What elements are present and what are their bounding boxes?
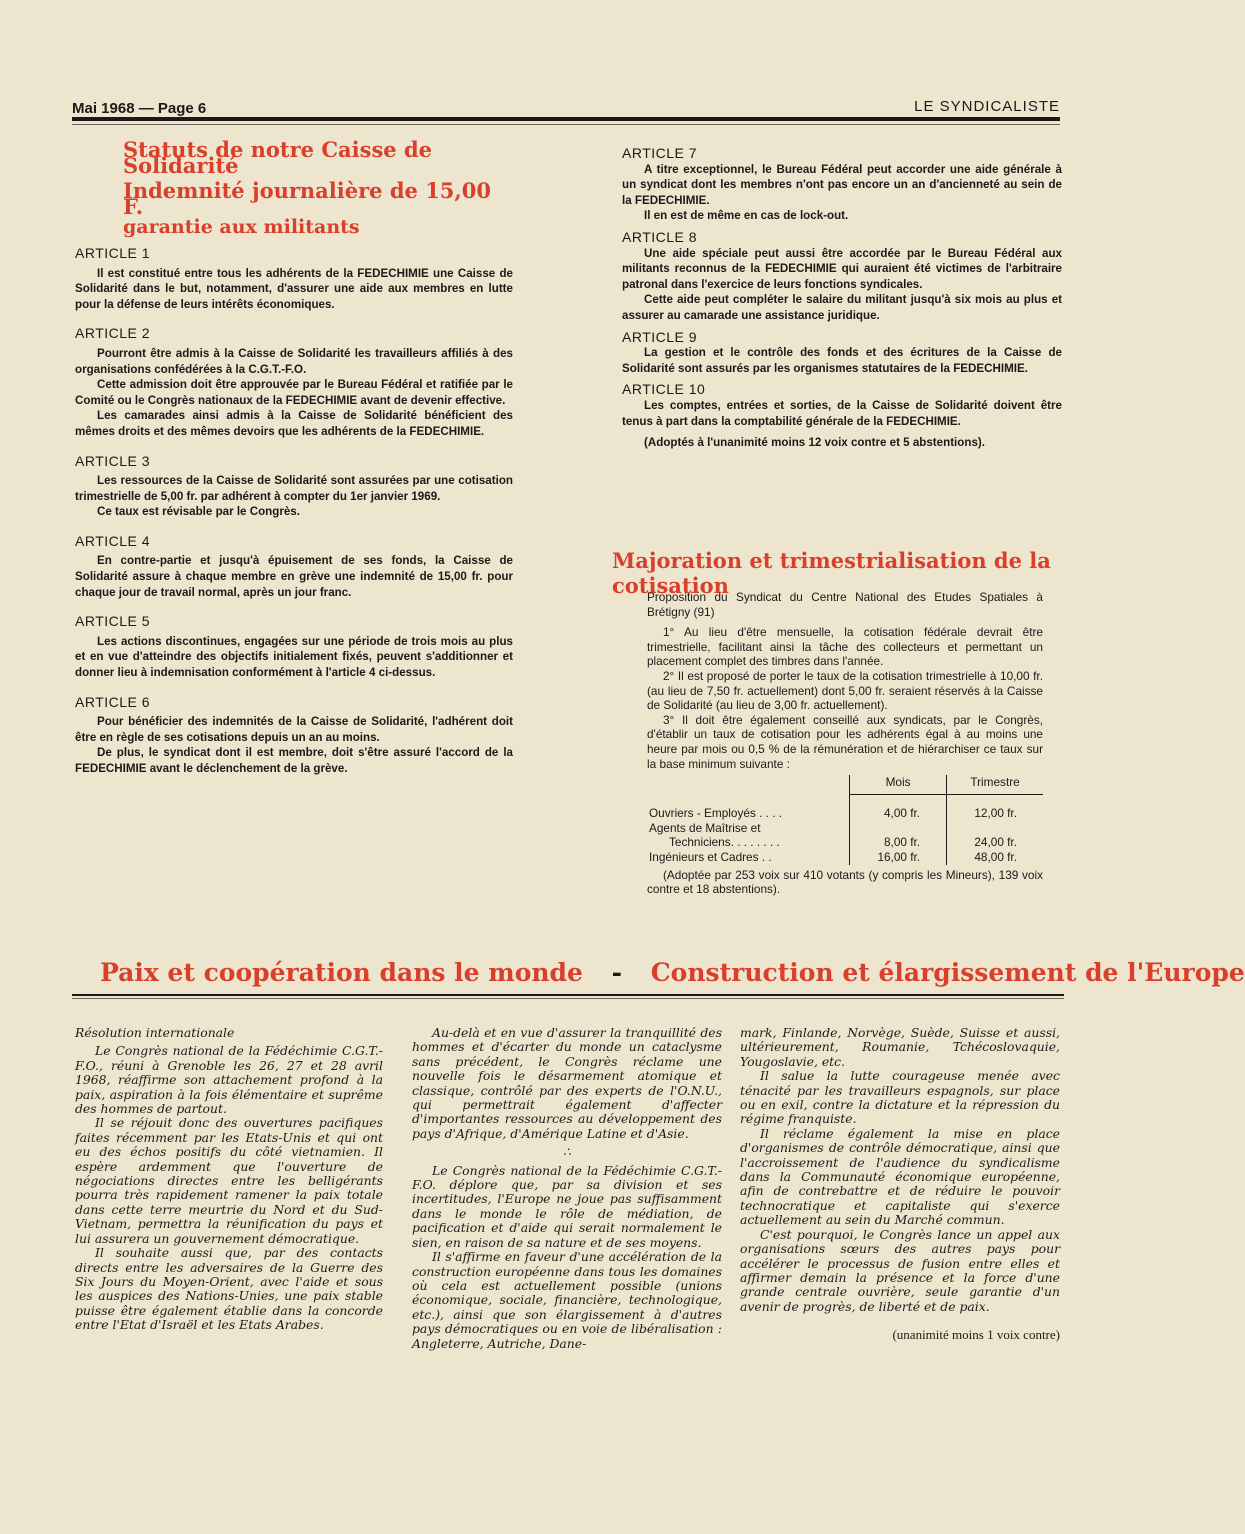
table-header-trimestre: Trimestre	[947, 775, 1043, 794]
article-paragraph: La gestion et le contrôle des fonds et des écritures de la Caisse de Solidarité sont assurés par les organismes statutaires de la FEDECHIMIE.	[622, 346, 1062, 375]
resolution-paragraph: C'est pourquoi, le Congrès lance un appel aux organisations sœurs des autres pays pour accélérer le processus de fusion entre elles et affirmer demain la présence et la force d'une grande centrale ouvrière, seule garantie d'un avenir de progrès, de liberté et de paix.	[740, 1226, 1060, 1314]
row-mois	[850, 821, 947, 836]
row-mois: 16,00 fr.	[850, 850, 947, 865]
article-paragraph: Il en est de même en cas de lock-out.	[644, 209, 849, 223]
article-paragraph: Cette aide peut compléter le salaire du militant jusqu'à six mois au plus et assurer au camarade une assistance juridique.	[622, 293, 1062, 322]
table-row	[647, 835, 1043, 850]
row-trimestre: 12,00 fr.	[947, 806, 1043, 821]
table-spacer	[647, 794, 1043, 806]
resolution-paragraph: Il s'affirme en faveur d'une accélération de la construction européenne dans tous les domaines où cela est actuellement possible (unions économique, sociale, financière, technologique, etc.), ainsi que son élargissement à d'autres pays démocratiques ou en voie de libéralisation : Angleterre, Autriche, Dane-	[412, 1249, 722, 1351]
paix-title	[100, 958, 1245, 987]
proposal-point: 1° Au lieu d'être mensuelle, la cotisation fédérale devrait être trimestrielle, facilitant ainsi la tâche des collecteurs et permettant un placement complet des timbres dans l'année.	[647, 625, 1043, 669]
proposal-intro: Proposition du Syndicat du Centre National des Etudes Spatiales à Brétigny (91)	[647, 590, 1043, 619]
article	[622, 382, 1062, 450]
page-date-header: Mai 1968 — Page 6	[72, 100, 207, 117]
resolution-paragraph: Au-delà et en vue d'assurer la tranquillité des hommes et d'écarter du monde un cataclysme sans précédent, le Congrès réclame une nouvelle fois le désarmement atomique et classique, contrôlé par des experts de l'O.N.U., qui permettrait également d'affecter d'importantes ressources au développement des pays d'Afrique, d'Amérique Latine et d'Asie.	[412, 1025, 722, 1141]
article	[75, 326, 513, 439]
article	[75, 454, 513, 520]
article-heading: ARTICLE 5	[75, 613, 151, 630]
section-rule-thin	[72, 998, 1064, 999]
proposal-point: 2° Il est proposé de porter le taux de la cotisation trimestrielle à 10,00 fr. (au lieu de 7,50 fr. actuellement) dont 5,00 fr. seraient réservés à la Caisse de Solidarité (au lieu de 3,00 fr. actuellement).	[647, 668, 1043, 713]
resolution-paragraph: Il se réjouit donc des ouvertures pacifiques faites récemment par les Etats-Unis et qui ont eu des échos positifs du côté vietnamien. Il espère ardemment que l'ouverture de négociations directes entre les belligérants pourra très rapidement ramener la paix totale dans cette terre meurtrie du Nord et du Sud-Vietnam, permettra la réunification du pays et lui assurera un gouvernement démocratique.	[75, 1115, 383, 1246]
resolution-paragraph: mark, Finlande, Norvège, Suède, Suisse et aussi, ultérieurement, Roumanie, Tchécoslovaquie, Yougoslavie, etc.	[740, 1025, 1060, 1069]
row-trimestre: 24,00 fr.	[947, 835, 1043, 850]
article	[75, 534, 513, 600]
statuts-column	[75, 137, 513, 777]
article-heading: ARTICLE 1	[75, 244, 151, 261]
article-heading: ARTICLE 7	[622, 145, 698, 161]
article-heading: ARTICLE 2	[75, 325, 151, 342]
resolution-paragraph: Il réclame également la mise en place d'organismes de contrôle démocratique, ainsi que l'accroissement de l'audience du syndicalisme dans la Communauté économique européenne, afin de contrebattre et de réduire le pouvoir technocratique et capitaliste qui s'exerce actuellement au sein du Marché commun.	[740, 1125, 1060, 1228]
row-trimestre	[947, 821, 1043, 836]
resolution-column-3	[740, 1026, 1060, 1343]
article-paragraph: Il est constitué entre tous les adhérents de la FEDECHIMIE une Caisse de Solidarité dans le but, notamment, d'assurer une aide aux membres en lutte pour la défense de leurs intérêts économiques.	[75, 266, 513, 311]
header-rule	[72, 117, 1060, 121]
table-header-blank	[647, 775, 850, 794]
resolution-paragraph: Il salue la lutte courageuse menée avec ténacité par les travailleurs espagnols, sur place ou en exil, contre la dictature et la répression du régime franquiste.	[740, 1068, 1060, 1127]
table-header-mois: Mois	[850, 775, 947, 794]
title-dash: -	[611, 958, 623, 987]
article-paragraph: Pourront être admis à la Caisse de Solidarité les travailleurs affiliés à des organisations confédérées à la C.G.T.-F.O.	[75, 346, 513, 376]
row-label: Ingénieurs et Cadres . .	[649, 850, 772, 864]
article-heading: ARTICLE 3	[75, 452, 151, 469]
article-paragraph: Les ressources de la Caisse de Solidarité sont assurées par une cotisation trimestrielle de 5,00 fr. par adhérent à compter du 1er janvier 1969.	[75, 474, 513, 503]
article-paragraph: Les actions discontinues, engagées sur une période de trois mois au plus et en vue d'atteindre des objectifs initialement fixés, peuvent s'additionner et donner lieu à indemnisation conformément à l'article 4 ci-dessus.	[75, 634, 513, 680]
article	[622, 146, 1062, 224]
resolution-label: Résolution internationale	[75, 1025, 235, 1040]
table-row	[647, 806, 1043, 821]
article	[75, 695, 513, 777]
proposal-point: 3° Il doit être également conseillé aux syndicats, par le Congrès, d'établir un taux de cotisation pour les adhérents égal à au moins une heure par mois ou 0,5 % de la rémunération et de hiérarchiser ce taux sur la base minimum suivante :	[647, 712, 1043, 771]
resolution-column-2	[412, 1026, 722, 1351]
row-trimestre: 48,00 fr.	[947, 850, 1043, 865]
adoption-note: (Adoptés à l'unanimité moins 12 voix contre et 5 abstentions).	[644, 436, 985, 450]
cotisation-table	[647, 775, 1043, 864]
resolution-column-1	[75, 1026, 383, 1333]
vote-result: (unanimité moins 1 voix contre)	[892, 1327, 1060, 1343]
article-paragraph: Les camarades ainsi admis à la Caisse de Solidarité bénéficient des mêmes droits et des mêmes devoirs que les adhérents de la FEDECHIMIE.	[75, 409, 513, 438]
article-heading: ARTICLE 6	[75, 693, 151, 710]
article	[622, 330, 1062, 377]
paix-title-left: Paix et coopération dans le monde	[100, 958, 583, 987]
header-rule-thin	[72, 124, 1060, 125]
vote-note: (Adoptée par 253 voix sur 410 votants (y compris les Mineurs), 139 voix contre et 18 abstentions).	[647, 867, 1043, 897]
majoration-title: Majoration et trimestrialisation de la cotisation	[612, 548, 1051, 598]
resolution-paragraph: Le Congrès national de la Fédéchimie C.G.T.-F.O., réuni à Grenoble les 26, 27 et 28 avril 1968, réaffirme son attachement profond à la paix, aspiration à la fois élémentaire et suprême des hommes de partout.	[75, 1043, 383, 1117]
article-paragraph: Cette admission doit être approuvée par le Bureau Fédéral et ratifiée par le Comité ou le Congrès nationaux de la FEDECHIMIE avant de devenir effective.	[75, 378, 513, 407]
paix-title-right: Construction et élargissement de l'Europe	[650, 958, 1245, 987]
article-paragraph: Ce taux est révisable par le Congrès.	[97, 505, 300, 519]
article-paragraph: A titre exceptionnel, le Bureau Fédéral peut accorder une aide générale à un syndicat dont les membres n'ont pas encore un an d'ancienneté au sein de la FEDECHIMIE.	[622, 162, 1062, 207]
garantie-title: garantie aux militants	[123, 216, 360, 239]
table-row	[647, 850, 1043, 865]
section-rule	[72, 994, 1064, 996]
article-heading: ARTICLE 9	[622, 328, 698, 345]
article-heading: ARTICLE 8	[622, 228, 698, 245]
statuts-column-continued	[622, 146, 1062, 451]
article	[622, 230, 1062, 324]
article-paragraph: En contre-partie et jusqu'à épuisement de ses fonds, la Caisse de Solidarité assure à chaque membre en grève une indemnité de 15,00 fr. pour chaque jour de travail normal, après un jour franc.	[75, 554, 513, 599]
row-label: Ouvriers - Employés . . . .	[649, 806, 783, 821]
article	[75, 246, 513, 312]
row-label: Techniciens. . . . . . . .	[669, 835, 780, 850]
article-paragraph: Une aide spéciale peut aussi être accordée par le Bureau Fédéral aux militants reconnus de la FEDECHIMIE qui auraient été victimes de l'arbitraire patronal dans l'exercice de leurs fonctions syndicales.	[622, 246, 1062, 291]
resolution-paragraph: Le Congrès national de la Fédéchimie C.G.T.-F.O. déplore que, par sa division et ses incertitudes, l'Europe ne joue pas suffisamment dans le monde le rôle de médiation, de pacification et d'aide qui serait normalement le sien, en raison de sa nature et de ses moyens.	[412, 1162, 722, 1250]
publication-name: LE SYNDICALISTE	[914, 98, 1060, 115]
article-heading: ARTICLE 10	[622, 381, 706, 398]
article-paragraph: Pour bénéficier des indemnités de la Caisse de Solidarité, l'adhérent doit être en règle de ses cotisations depuis un an au moins.	[75, 715, 513, 744]
resolution-paragraph: Il souhaite aussi que, par des contacts directs entre les adversaires de la Guerre des Six Jours du Moyen-Orient, avec l'aide et sous les auspices des Nations-Unies, une paix stable puisse être également établie dans la concorde entre l'Etat d'Israël et les Etats Arabes.	[75, 1245, 383, 1333]
article-paragraph: De plus, le syndicat dont il est membre, doit s'être assuré l'accord de la FEDECHIMIE avant le déclenchement de la grève.	[75, 746, 513, 775]
article-heading: ARTICLE 4	[75, 532, 151, 549]
row-label: Agents de Maîtrise et	[649, 820, 761, 835]
row-mois: 4,00 fr.	[850, 806, 947, 821]
table-row	[647, 821, 1043, 836]
row-mois: 8,00 fr.	[850, 835, 947, 850]
article	[75, 614, 513, 680]
article-paragraph: Les comptes, entrées et sorties, de la Caisse de Solidarité doivent être tenus à part dans la comptabilité générale de la FEDECHIMIE.	[622, 398, 1062, 428]
table-header-row	[647, 775, 1043, 794]
section-separator: ∴	[563, 1144, 571, 1160]
majoration-proposal	[647, 590, 1043, 897]
indemnite-title: Indemnité journalière de 15,00 F.	[123, 178, 491, 219]
statuts-title: Statuts de notre Caisse de Solidarité	[123, 137, 433, 178]
